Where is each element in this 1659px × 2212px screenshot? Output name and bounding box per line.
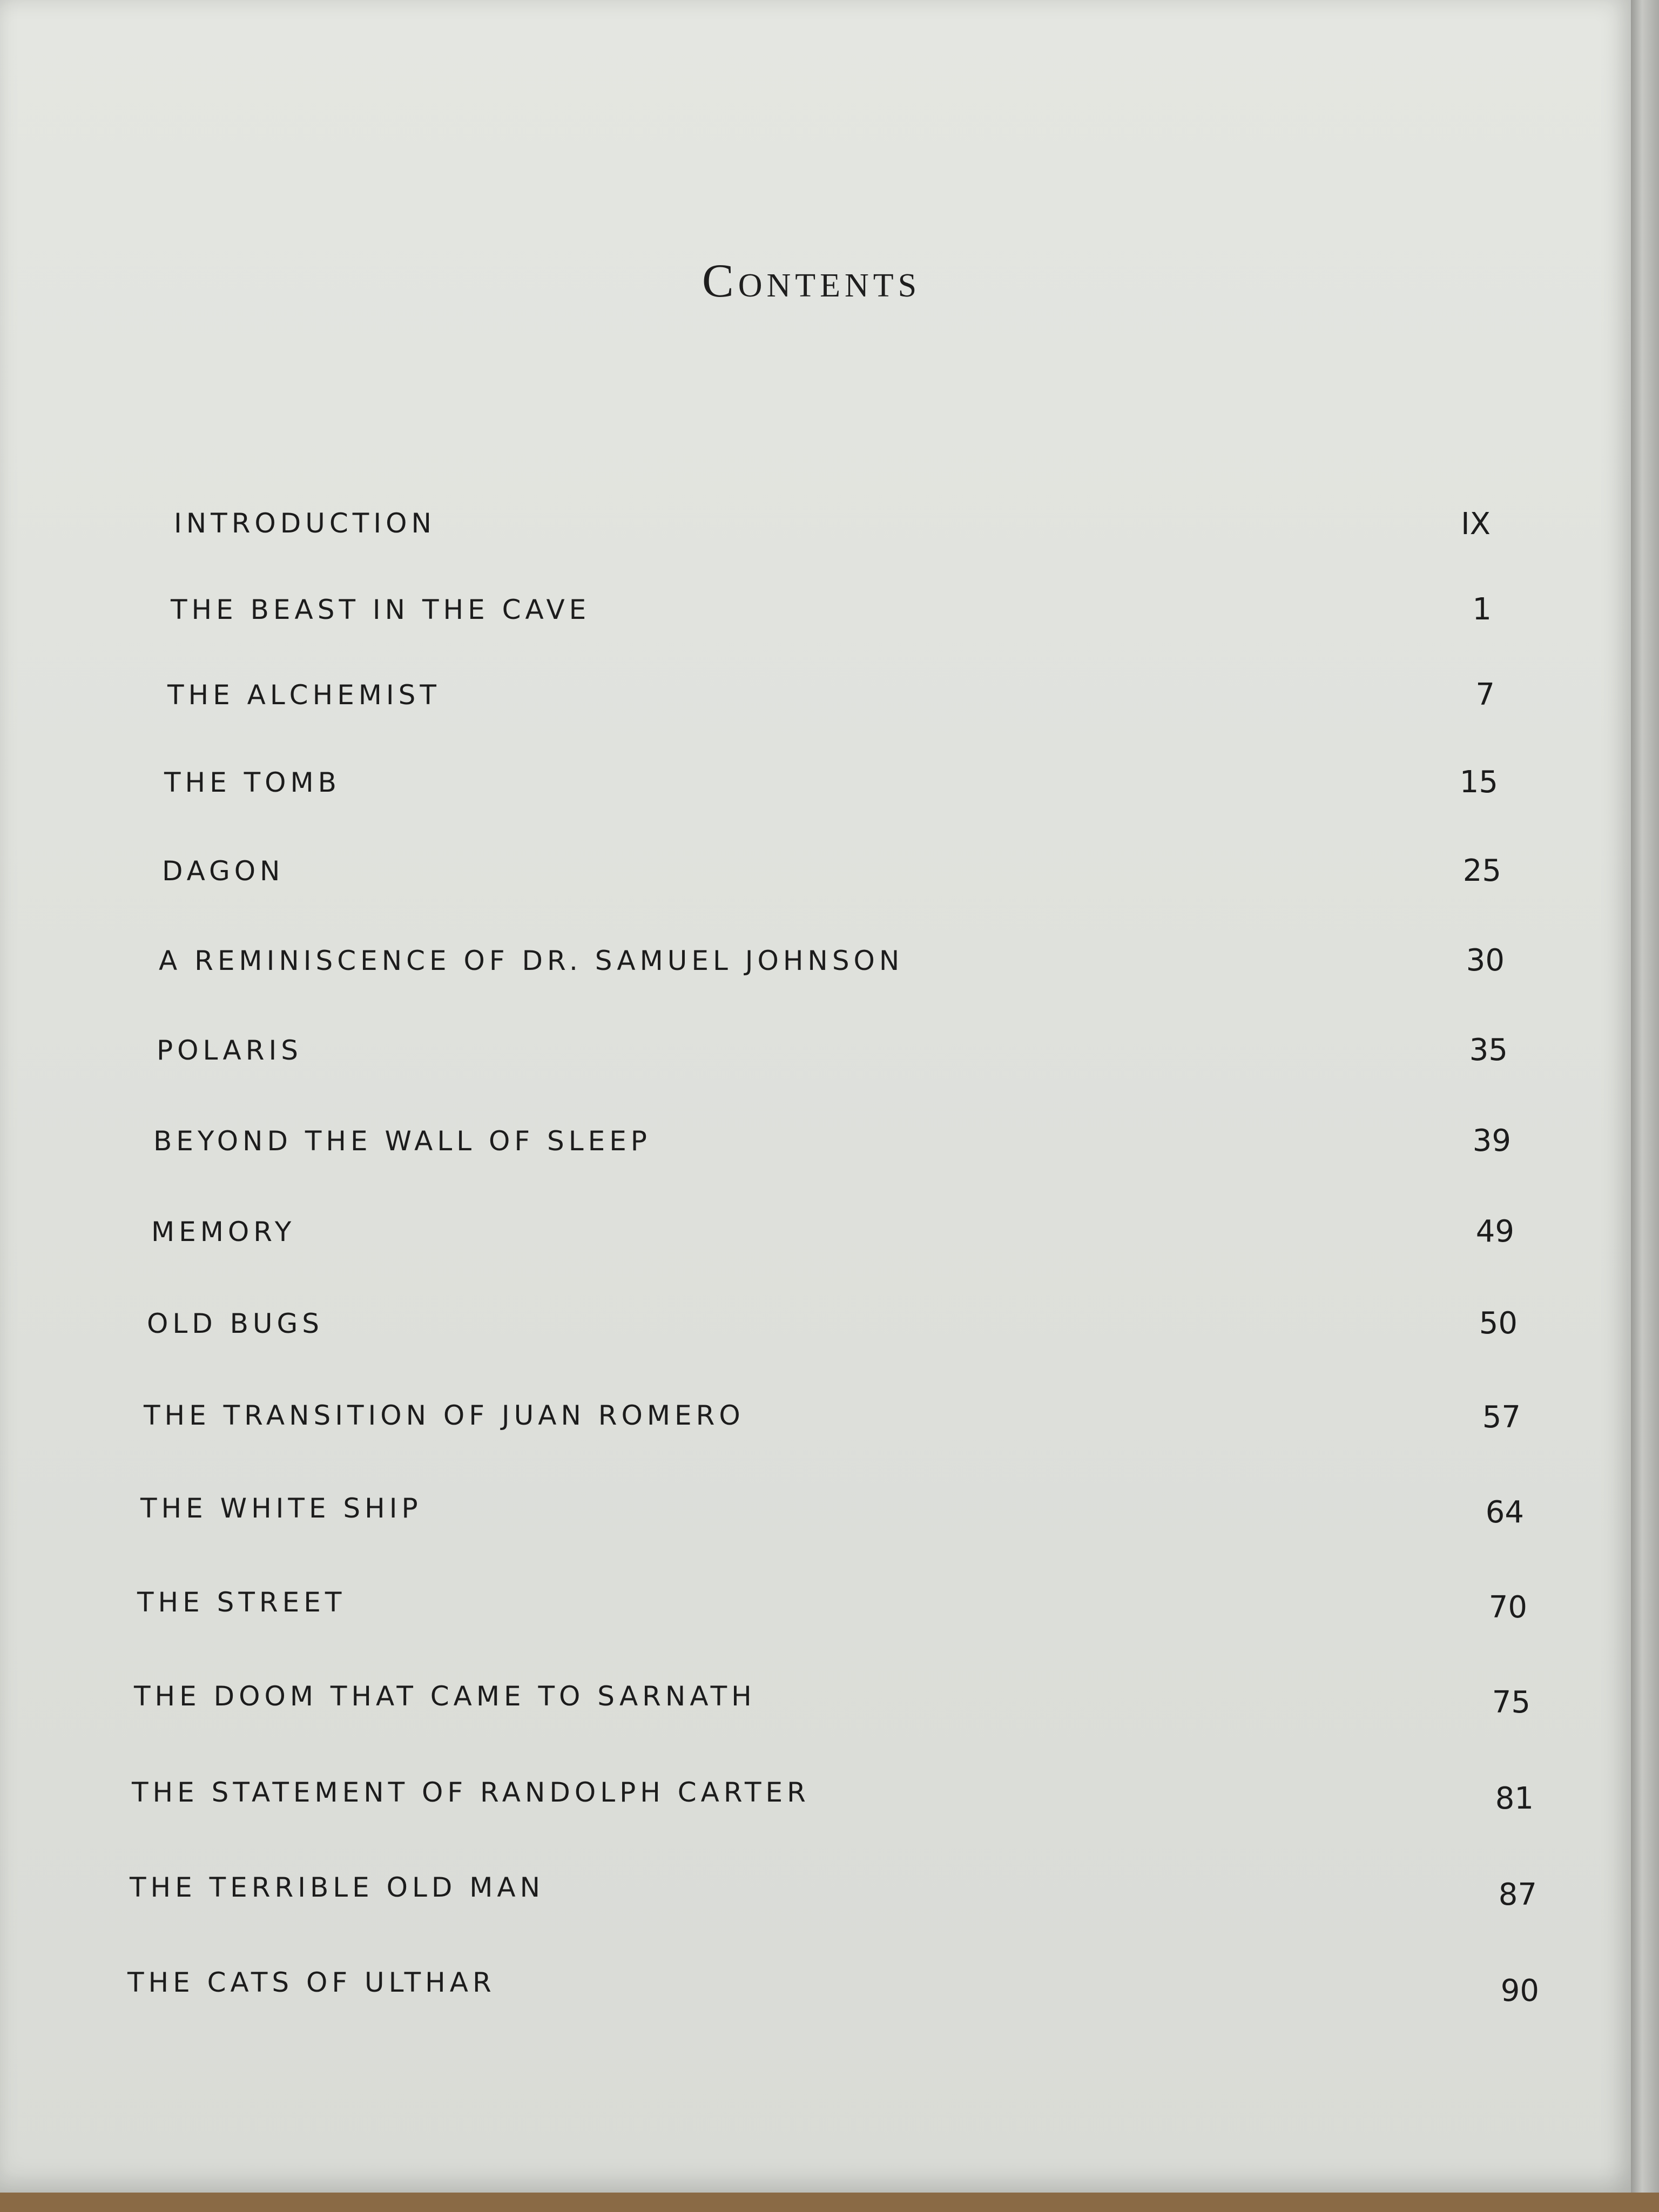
toc-entry-title: BEYOND THE WALL OF SLEEP	[153, 1125, 651, 1157]
toc-entry-page: 64	[1485, 1495, 1524, 1530]
toc-entry-title: THE STATEMENT OF RANDOLPH CARTER	[132, 1777, 810, 1808]
toc-entry-page: 30	[1466, 943, 1505, 978]
toc-entry-page: 81	[1495, 1781, 1534, 1816]
toc-entry-title: DAGON	[162, 855, 285, 887]
toc-entry-title: THE ALCHEMIST	[167, 679, 441, 711]
toc-entry-page: 39	[1472, 1123, 1511, 1158]
toc-entry-title: THE TERRIBLE OLD MAN	[130, 1872, 544, 1903]
toc-entry-page: 49	[1475, 1214, 1514, 1249]
toc-entry-title: THE TOMB	[164, 767, 341, 798]
toc-entry-title: MEMORY	[151, 1216, 296, 1247]
toc-entry-page: 75	[1492, 1685, 1530, 1720]
toc-entry-page: 57	[1482, 1400, 1521, 1435]
table-surface	[0, 2193, 1659, 2212]
toc-entry-title: OLD BUGS	[147, 1308, 323, 1339]
toc-entry-page: 1	[1472, 592, 1492, 627]
toc-entry-title: THE BEAST IN THE CAVE	[171, 594, 591, 625]
toc-entry-page: IX	[1461, 507, 1491, 542]
toc-entry-title: THE STREET	[137, 1587, 346, 1618]
toc-entry-page: 25	[1462, 853, 1501, 888]
page-edge	[1631, 0, 1659, 2212]
toc-entry-page: 90	[1500, 1973, 1539, 2008]
page-title: Contents	[702, 255, 921, 307]
toc-entry-page: 70	[1488, 1590, 1527, 1625]
toc-entry-page: 7	[1475, 677, 1495, 712]
toc-entry-title: THE DOOM THAT CAME TO SARNATH	[134, 1681, 756, 1712]
toc-entry-title: THE WHITE SHIP	[140, 1493, 422, 1524]
toc-entry-title: THE CATS OF ULTHAR	[127, 1967, 496, 1998]
toc-entry-title: A REMINISCENCE OF DR. SAMUEL JOHNSON	[159, 945, 904, 976]
toc-entry-page: 15	[1459, 765, 1498, 800]
toc-entry-title: THE TRANSITION OF JUAN ROMERO	[144, 1400, 745, 1431]
toc-entry-title: POLARIS	[157, 1035, 302, 1066]
toc-entry-page: 87	[1498, 1877, 1537, 1912]
toc-entry-page: 50	[1479, 1306, 1518, 1341]
toc-entry-title: INTRODUCTION	[174, 508, 436, 539]
toc-entry-page: 35	[1469, 1033, 1508, 1068]
